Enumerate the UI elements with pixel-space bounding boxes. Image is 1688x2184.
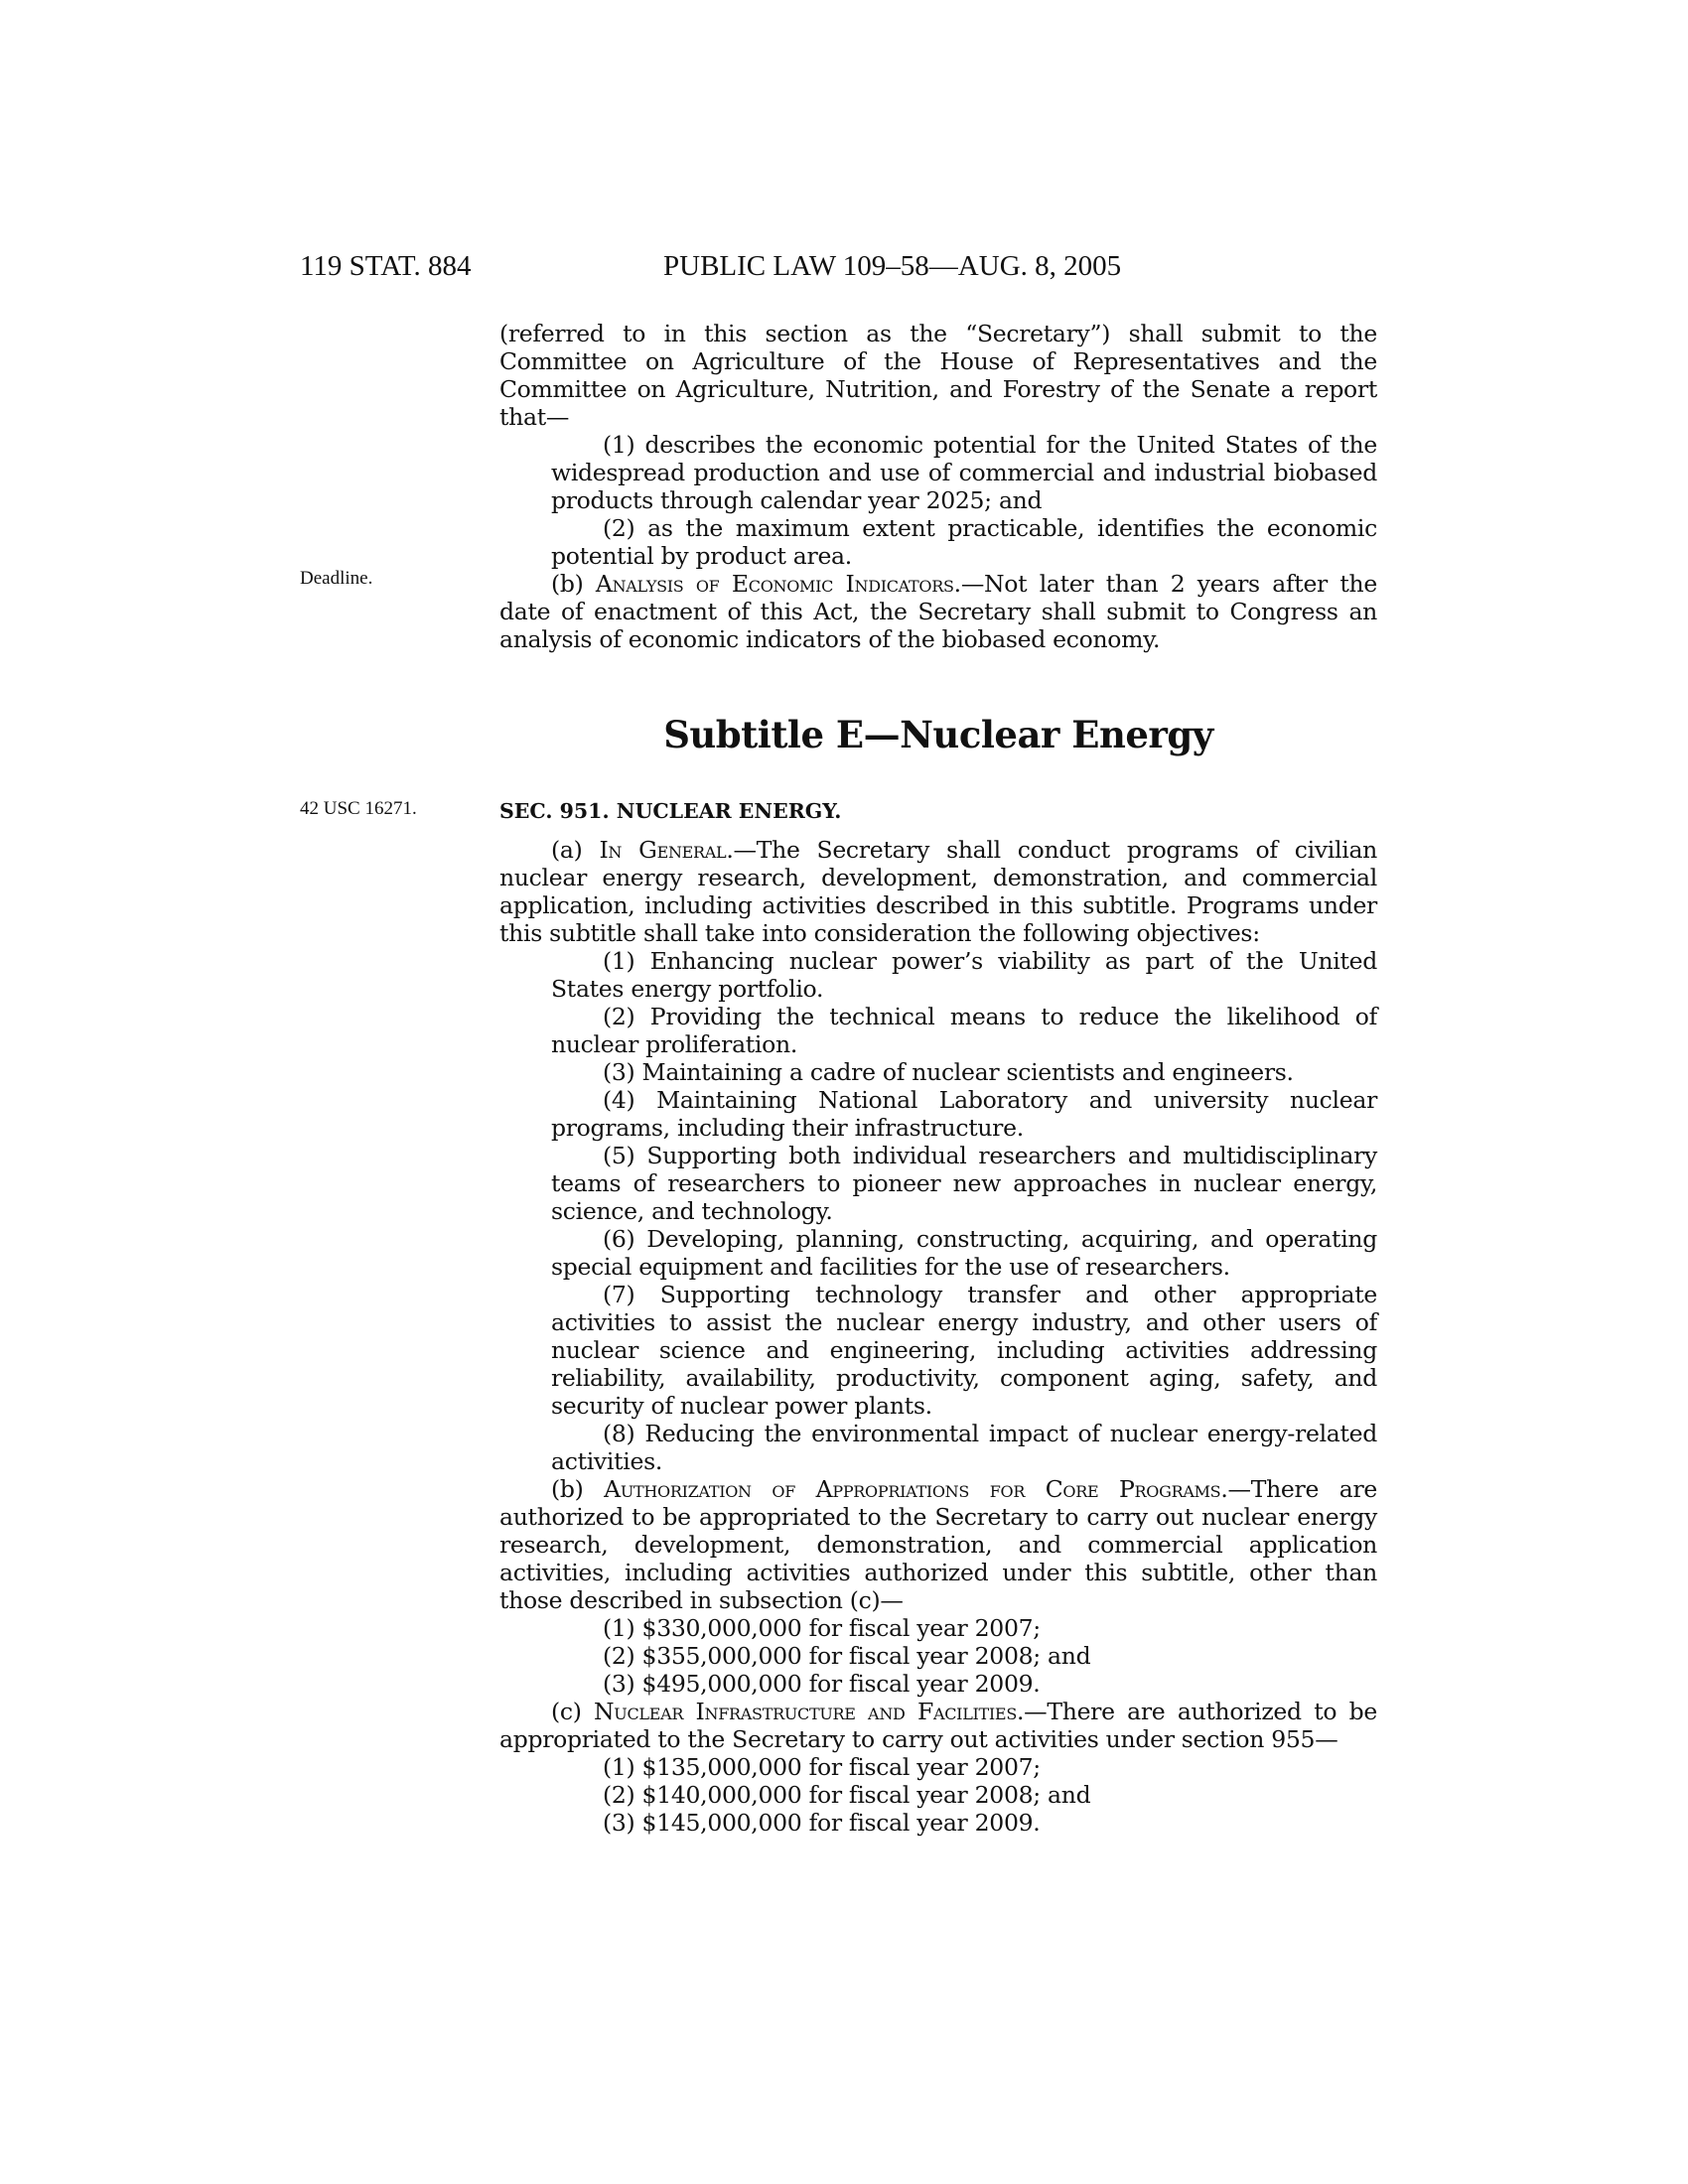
subsection-b-heading: Analysis of Economic Indicators xyxy=(595,570,954,598)
subtitle-heading: Subtitle E—Nuclear Energy xyxy=(663,713,1213,756)
subsection-a-prefix: (a) xyxy=(551,836,600,864)
objective-item: (7) Supporting technology transfer and other appropriate activities to assist the nuclear energy industry, and other users of nuclear science and engineering, including activities addressing reliability, availability, productivity, component aging, safety, and security of nuclear power plants. xyxy=(551,1281,1377,1420)
section-951-body xyxy=(499,836,1377,1837)
subsection-b-prefix: (b) xyxy=(551,570,596,598)
appropriation-item: (2) $140,000,000 for fiscal year 2008; and xyxy=(603,1781,1091,1809)
subsection-b-heading: Authorization of Appropriations for Core Programs xyxy=(604,1475,1221,1503)
subsection-c xyxy=(499,1698,1377,1753)
continuation-paragraph: (referred to in this section as the “Secretary”) shall submit to the Committee on Agriculture of the House of Representatives and the Committee on Agriculture, Nutrition, and Forestry of the Senate a report that— xyxy=(499,320,1377,431)
report-item-2: (2) as the maximum extent practicable, identifies the economic potential by product area. xyxy=(551,514,1377,570)
subsection-c-heading: Nuclear Infrastructure and Facilities xyxy=(594,1698,1017,1725)
objective-item: (1) Enhancing nuclear power’s viability as part of the United States energy portfolio. xyxy=(551,947,1377,1003)
subsection-a-text: .—The Secretary shall conduct programs of civilian nuclear energy research, development, demonstration, and commercial application, including activities described in this subtitle. Programs under this subtitle shall take into consideration the following objectives: xyxy=(499,836,1377,947)
subsection-b-text: .—There are authorized to be appropriated to the Secretary to carry out nuclear energy research, development, demonstration, and commercial application activities, including activities authorized under this subtitle, other than those described in subsection (c)— xyxy=(499,1475,1377,1614)
subsection-b-economic-indicators xyxy=(499,570,1377,653)
running-title: PUBLIC LAW 109–58—AUG. 8, 2005 xyxy=(663,250,1122,282)
subsection-b-text: .—Not later than 2 years after the date of enactment of this Act, the Secretary shall submit to Congress an analysis of economic indicators of the biobased economy. xyxy=(499,570,1377,653)
appropriation-item: (1) $330,000,000 for fiscal year 2007; xyxy=(603,1614,1041,1642)
appropriation-item: (3) $495,000,000 for fiscal year 2009. xyxy=(603,1670,1041,1698)
subsection-b xyxy=(499,1475,1377,1614)
margin-note-deadline: Deadline. xyxy=(300,568,373,589)
report-item-1: (1) describes the economic potential for the United States of the widespread production and use of commercial and industrial biobased products through calendar year 2025; and xyxy=(551,431,1377,514)
objective-item: (8) Reducing the environmental impact of nuclear energy-related activities. xyxy=(551,1420,1377,1475)
appropriation-item: (3) $145,000,000 for fiscal year 2009. xyxy=(603,1809,1041,1837)
appropriation-item: (2) $355,000,000 for fiscal year 2008; and xyxy=(603,1642,1091,1670)
subsection-c-text: .—There are authorized to be appropriated to the Secretary to carry out activities under section 955— xyxy=(499,1698,1377,1753)
subsection-b-prefix: (b) xyxy=(551,1475,605,1503)
objective-item: (4) Maintaining National Laboratory and university nuclear programs, including their infrastructure. xyxy=(551,1086,1377,1142)
appropriation-item: (1) $135,000,000 for fiscal year 2007; xyxy=(603,1753,1041,1781)
subsection-c-prefix: (c) xyxy=(551,1698,595,1725)
section-heading: SEC. 951. NUCLEAR ENERGY. xyxy=(499,799,842,823)
section-continuation xyxy=(499,320,1377,653)
objective-item: (2) Providing the technical means to reduce the likelihood of nuclear proliferation. xyxy=(551,1003,1377,1058)
objective-item: (3) Maintaining a cadre of nuclear scientists and engineers. xyxy=(603,1058,1294,1086)
statute-page-number: 119 STAT. 884 xyxy=(300,250,472,282)
objective-item: (6) Developing, planning, constructing, acquiring, and operating special equipment and facilities for the use of researchers. xyxy=(551,1225,1377,1281)
subsection-a-heading: In General xyxy=(599,836,727,864)
page-header xyxy=(300,250,1384,290)
objective-item: (5) Supporting both individual researchers and multidisciplinary teams of researchers to pioneer new approaches in nuclear energy, science, and technology. xyxy=(551,1142,1377,1225)
margin-note-usc: 42 USC 16271. xyxy=(300,798,417,819)
subsection-a xyxy=(499,836,1377,947)
